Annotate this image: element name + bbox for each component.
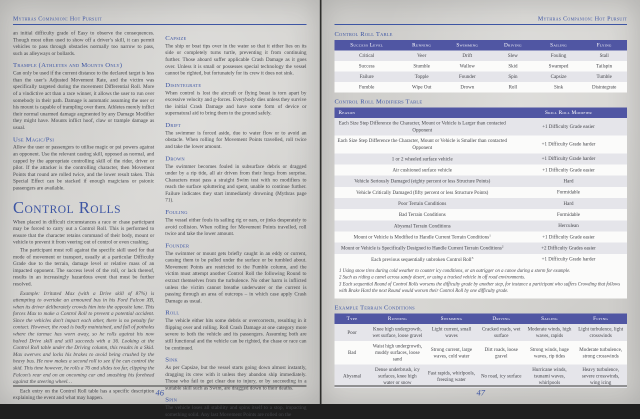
- text-block: The participant must roll against the specific skill used for that mode of movement or transport, usually at a particular Difficulty Grade due to the terrain, damage level or relative mass of an impacted opponent. The success level of the roll, or lack thereof, results in an increasingly hazardous event that must be further resolved.: [13, 247, 155, 287]
- cell-running: Veer: [417, 53, 427, 59]
- page-right: [320, 0, 640, 404]
- table-row: [335, 243, 628, 254]
- control-roll-table: [335, 40, 628, 93]
- cell-driving: Skid: [508, 63, 518, 69]
- cell-swimming: Founder: [458, 74, 476, 80]
- cell-flying: Light turbulence, light crosswinds: [578, 326, 624, 339]
- column-header: Driving: [490, 40, 536, 51]
- cell-running: Topple: [414, 74, 429, 80]
- cell-modifier: +1 Difficulty Grade easier: [542, 167, 595, 173]
- cell-modifier: +1 Difficulty Grade easier: [542, 124, 595, 130]
- cell-running: Dense underbrush, icy surfaces, knee high water or snow: [374, 367, 420, 386]
- text-block: Example: Irritated Max (with a Drive skill of 87%) is attempting to overtake an armoured bus in his Ford Falcon XB, when its driver deliberately crowds him into the opposite lane. This forces Max to make a Control Roll to prevent a potential accident. Since the vehicles don’t impact each other, there is no penalty for contact. However, the road is badly maintained, and full of potholes where the tarmac has worn away, so he rolls against his now halved Drive skill and still succeeds with a 36. Looking at the Control Roll table under the Driving column, this results in a Skid. Max swerves and locks his brakes to avoid being crushed by the heavy bus. He now makes a second roll to see if he can control the skid. This time however, he rolls a 76 and slides too far, clipping the Falcon’s rear end on an oncoming car and smashing his forehead against the steering wheel…: [13, 290, 155, 385]
- control-roll-table-title: Control Roll Table: [334, 30, 393, 38]
- terrain-table: [335, 314, 628, 389]
- cell-success-level: Failure: [359, 74, 374, 80]
- cell-swimming: Wallow: [459, 63, 475, 69]
- cell-modifier: Hard: [563, 200, 574, 207]
- cell-swimming: Strong current, large waves, cold water: [430, 346, 473, 359]
- text-block: an initial difficulty grade of Easy to observe the consequences. Though most often used to show off a driver’s skill, it can permit vehicles to pass through obstacles normally too narrow to pass, such as alleyways or bollards.: [13, 30, 155, 57]
- cell-modifier: +1 Difficulty Grade harder: [541, 256, 596, 263]
- cell-sailing: Moderate winds, high waves, rapids: [527, 326, 572, 339]
- column-header: Swimming: [444, 40, 490, 51]
- text-block: The swimmer becomes fouled in subsurface debris or dragged under by a rip tide, all air driven from their lungs from surprise. Characters must pass a straight Swim test with no modifiers to reach the surface spluttering and spent, unable to continue further. Failure indicates they start immediately drowning (Mythras page 71).: [165, 163, 307, 204]
- text-block: Trample (Athletes and Mounts Only): [13, 61, 123, 69]
- running-header-right: Mythras Companion: Hot Pursuit: [335, 15, 628, 25]
- cell-success-level: Success: [358, 63, 375, 69]
- cell-swimming: Drown: [460, 84, 475, 90]
- running-header-left: Mythras Companion: Hot Pursuit: [13, 15, 307, 25]
- cell-reason: Each Size Step Difference the Character, Mount or Vehicle is Larger than contacted Opponent: [338, 120, 506, 134]
- cell-modifier: Formidable: [556, 211, 581, 218]
- table-row: [335, 341, 628, 365]
- column-header: Reason: [335, 108, 511, 119]
- cell-flying: Tailspin: [596, 63, 613, 69]
- control-roll-table-header: [335, 40, 628, 51]
- text-block: Use Magic/Psi: [13, 135, 55, 143]
- cell-flying: Disintegrate: [591, 84, 617, 90]
- cell-reason: Each Size Step Difference the Character, Mount or Vehicle is Smaller than contacted Opponent: [337, 138, 507, 151]
- cell-reason: Abysmal Terrain Conditions: [393, 223, 451, 229]
- table-row: [335, 176, 628, 187]
- table-row: [335, 231, 628, 242]
- text-block: Allow the user or passengers to utilise magic or psi powers against an opponent. Use the relevant casting skill, opposed as normal, and capped by the appropriate controlling skill of the rider, driver or pilot. If the attacker is the controlling character, then Movement Points that round are rolled twice, and the lower result taken. This Special Effect can be stacked if enough magicians or psionic passengers are available.: [13, 144, 155, 191]
- text-block: Each entry on the Control Roll table has a specific description explaining the event and what may happen.: [13, 388, 155, 401]
- table-row: [335, 51, 628, 62]
- cell-driving: Spin: [508, 74, 518, 80]
- table-row: [335, 187, 628, 198]
- text-block: The swimmer is forced aside, due to water flow or to avoid an obstacle. When rolling for Movement Points travelled, roll twice and take the lower amount.: [165, 130, 307, 150]
- page-footer-right: [335, 386, 628, 399]
- cell-modifier: Herculean: [558, 223, 579, 229]
- text-block: Disintegrate: [165, 80, 202, 89]
- cell-sailing: Capsize: [550, 74, 567, 80]
- text-block: Capsize: [165, 34, 187, 42]
- column-header: Swimming: [425, 314, 478, 325]
- cell-running: Knee high undergrowth, wet surface, loose gravel: [372, 326, 423, 339]
- cell-running: Stumble: [413, 63, 430, 69]
- cell-sailing: Hurricane winds, tsunami waves, whirlpools: [532, 367, 567, 386]
- text-block: Sink: [165, 355, 178, 364]
- cell-type: Poor: [347, 329, 357, 336]
- cell-sailing: Swamped: [548, 63, 569, 69]
- cell-type: Abysmal: [343, 373, 362, 380]
- cell-driving: Dirt roads, loose gravel: [484, 346, 518, 359]
- cell-modifier: +1 Difficulty Grade easier: [542, 234, 595, 240]
- table-row: [335, 324, 628, 341]
- modifiers-footnotes: [335, 265, 628, 299]
- column-header: Driving: [478, 314, 525, 325]
- footer-rule: [335, 386, 628, 387]
- cell-reason: Mount or Vehicle is Modified to Handle Current Terrain Conditions$^1$: [353, 233, 491, 241]
- text-block: Spin: [165, 395, 178, 404]
- cell-modifier: Formidable: [556, 189, 581, 196]
- cell-swimming: Fast rapids, whirlpools, freezing water: [428, 370, 475, 383]
- text-block: When placed in difficult circumstances a race or chase participant may be forced to carry out a Control Roll. This is performed to ensure that the character retains command of their body, mount or vehicle to prevent it from veering out of control or even crashing.: [13, 219, 155, 246]
- cell-success-level: Fumble: [359, 84, 375, 90]
- left-page-column-1: [13, 30, 154, 419]
- table-row: [335, 72, 628, 83]
- footnote: 1 Using snow tires during cold weather to counter icy conditions, or an outrigger on a canoe during a storm for example.: [339, 268, 571, 274]
- cell-modifier: +1 Difficulty Grade harder: [541, 141, 596, 148]
- footnote-marker: 3: [471, 255, 474, 260]
- cell-sailing: Strong winds, huge waves, rip tides: [530, 346, 569, 359]
- modifiers-table: [335, 108, 628, 265]
- table-row: [335, 82, 628, 93]
- cell-swimming: Light current, small waves: [431, 326, 472, 339]
- cell-modifier: Hard: [563, 178, 574, 184]
- cell-driving: No road, icy surface: [480, 373, 522, 380]
- cell-driving: Roll: [508, 84, 518, 90]
- footnote-marker: 2: [501, 244, 504, 249]
- table-row: [335, 254, 628, 265]
- column-header: Sailing: [536, 40, 582, 51]
- footer-rule: [13, 386, 307, 387]
- cell-success-level: Critical: [359, 53, 375, 59]
- text-block: Control Rolls: [13, 198, 122, 217]
- text-block: Drown: [165, 154, 185, 162]
- column-header: Running: [370, 314, 426, 325]
- text-block: Fouling: [165, 208, 188, 216]
- page-number-left: 46: [155, 388, 164, 398]
- column-header: Type: [335, 314, 370, 325]
- page-footer-left: [13, 386, 307, 399]
- text-block: The vessel either fouls its sailing rig or oars, or jinks desperately to avoid collision. When rolling for Movement Points travelled, roll twice and take the lower amount.: [165, 217, 307, 237]
- cell-type: Bad: [348, 350, 357, 356]
- cell-reason: 1 or 2 wheeled surface vehicle: [391, 156, 453, 162]
- cell-sailing: Fouling: [550, 53, 567, 59]
- column-header: Skill Roll Modifier: [510, 108, 627, 119]
- table-row: [335, 136, 628, 154]
- cell-modifier: +1 Difficulty Grade harder: [541, 156, 596, 162]
- column-header: Flying: [574, 314, 627, 325]
- cell-flying: Tumble: [596, 74, 612, 80]
- column-header: Running: [399, 40, 445, 51]
- text-columns: [13, 30, 307, 419]
- terrain-table-title: Example Terrain Conditions: [334, 303, 415, 312]
- text-block: Founder: [165, 241, 190, 249]
- page-number-right: 47: [476, 388, 485, 398]
- table-row: [335, 209, 628, 220]
- cell-reason: Vehicle Critically Damaged (fifty percent or less Structure Points): [356, 189, 489, 196]
- cell-flying: Moderate turbulence, strong crosswinds: [579, 346, 623, 359]
- page-left: [0, 0, 320, 418]
- footnote-marker: 1: [489, 233, 491, 238]
- cell-reason: Each previous sequentially unbroken Control Roll$^3$: [371, 255, 474, 263]
- cell-running: Wipe Out: [411, 84, 432, 90]
- table-row: [335, 220, 628, 231]
- cell-reason: Bad Terrain Conditions: [398, 212, 446, 218]
- text-block: The vehicle either hits some debris or overcorrects, resulting in it flipping over and rolling. Roll Crash Damage at one category more severe to both the vehicle and its passengers. Assuming both are still functional and the vehicle can be righted, the chase or race can be continued.: [165, 318, 307, 351]
- terrain-table-header: [335, 314, 628, 325]
- text-block: Roll: [165, 308, 180, 317]
- footnote: 3 Each sequential Round of Control Rolls worsens the difficulty grade by another step, for instance a participant who suffers Crowding that follows with Brake Hard the next Round would worsen their Control Roll by one difficulty grade.: [339, 281, 621, 294]
- modifiers-table-header: [335, 108, 628, 119]
- left-page-column-2: [165, 30, 306, 419]
- modifiers-table-title: Control Roll Modifiers Table: [334, 97, 423, 105]
- cell-driving: Cracked roads, wet surface: [481, 326, 521, 339]
- column-header: Flying: [581, 40, 627, 51]
- text-block: As per Capsize, but the vessel starts going down almost instantly, dragging its crew with it unless they abandon ship immediately. Those who fail to get clear due to injury, or by succeeding in a suitable skill such as Swim, are dragged down to their deaths.: [165, 364, 307, 391]
- table-row: [335, 198, 628, 209]
- cell-running: Waist high undergrowth, muddy surfaces, loose sand: [372, 343, 423, 363]
- table-row: [335, 153, 628, 164]
- column-header: Success Level: [335, 40, 399, 51]
- text-block: The ship or boat tips over in the water so that it either lies on its side or completely turns turtle, preventing it from continuing further. Those aboard suffer applicable Crash Damage as it goes over. Unless it is small or possesses special technology the vessel cannot be righted, but fortunately for its crew it does not sink.: [165, 43, 307, 77]
- cell-reason: Poor Terrain Conditions: [398, 201, 447, 207]
- cell-driving: Slew: [507, 53, 518, 59]
- text-block: Can only be used if the current distance to the declared target is less than the user’s Adjusted Movement Rate, and the victim was specifically targeted during the movement Differential Roll. More of a vindictive act than a race winner, it allows the user to run over somebody in their path. Damage is automatic assuming the user or his mount is capable of trampling over them. Athletes merely inflict their normal unarmed damage augmented by any Damage Modifier they might have. Mounts inflict hoof, claw or trample damage as usual.: [13, 70, 155, 131]
- cell-flying: Stall: [599, 53, 609, 59]
- cell-reason: Vehicle Seriously Damaged (eighty percent or less Structure Points): [354, 178, 491, 185]
- cell-sailing: Sink: [553, 84, 564, 90]
- table-row: [335, 118, 628, 136]
- cell-reason: Mount or Vehicle is Specifically Designed to Handle Current Terrain Conditions$^2$: [340, 244, 504, 252]
- text-block: When control is lost the aircraft or flying beast is torn apart by excessive velocity and g-forces. Everybody dies unless they survive the initial Crash Damage and have some form of device or supernatural aid to bring them to the ground safely.: [165, 90, 307, 117]
- cell-flying: Heavy turbulence, severe crosswinds, wing icing: [581, 367, 620, 386]
- cell-swimming: Drift: [462, 53, 473, 59]
- footnote: 2 Such as riding a camel across sandy desert, or using a tracked vehicle in off road environments.: [339, 275, 526, 281]
- text-block: Drift: [165, 121, 181, 129]
- text-block: The swimmer or mount gets briefly caught in an eddy or current, causing them to be pulled under the surface or be tumbled about. Movement Points are restricted to the Fumble column, and the victim must attempt another Control Roll the following Round to extract themselves from the turbulence. No other harm is inflicted unless the victim cannot breathe underwater or the current is passing through an area of outcrops – in which case apply Crash Damage as usual.: [165, 250, 307, 304]
- text-block: The vehicle loses all stability and spins itself to a stop, impacting something solid. Any last Movement Points are rolled on the: [165, 405, 307, 418]
- table-row: [335, 61, 628, 72]
- cell-reason: Air cushioned surface vehicle: [392, 167, 453, 174]
- table-row: [335, 164, 628, 175]
- cell-modifier: +2 Difficulty Grades easier: [541, 245, 596, 251]
- column-header: Sailing: [525, 314, 575, 325]
